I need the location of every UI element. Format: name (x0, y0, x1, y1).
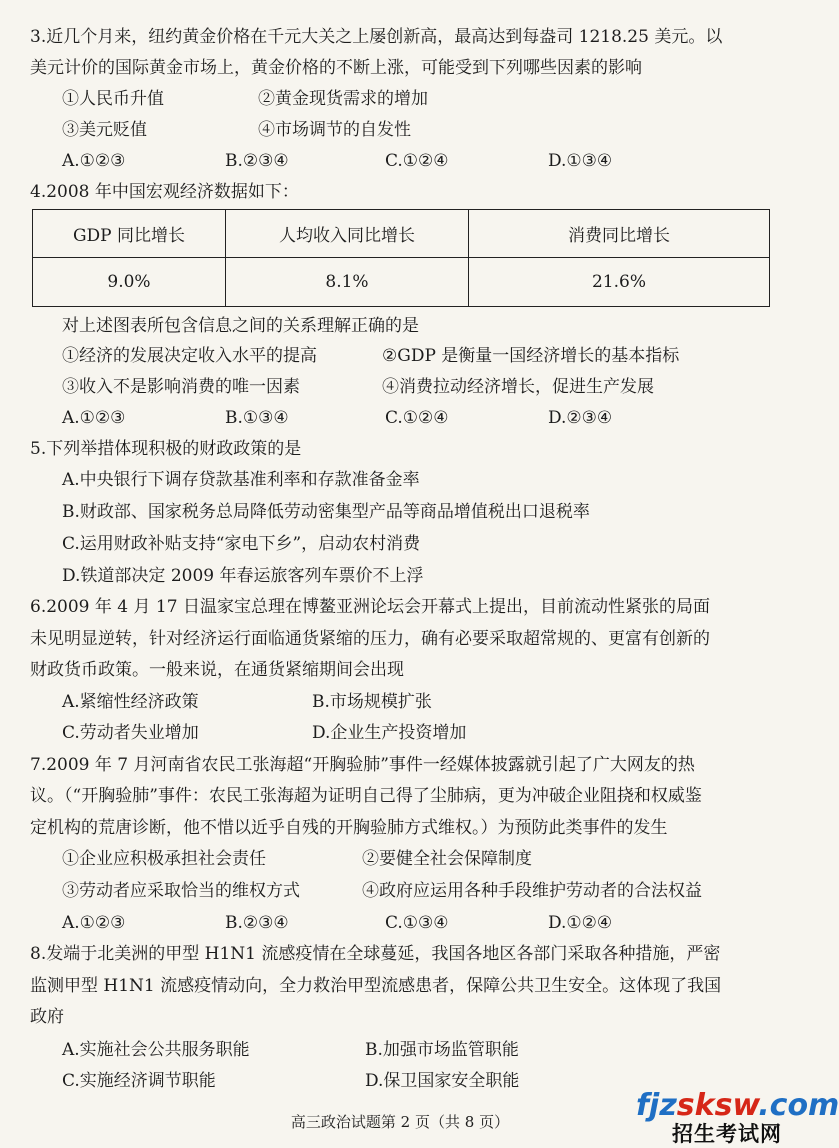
q4-choice-d: D.②③④ (548, 408, 613, 428)
q5-choice-a: A.中央银行下调存贷款基准利率和存款准备金率 (62, 470, 420, 490)
q3-item-3: ③美元贬值 (62, 120, 147, 140)
q5-choice-b: B.财政部、国家税务总局降低劳动密集型产品等商品增值税出口退税率 (62, 502, 590, 522)
q3-stem-line-1: 3.近几个月来，纽约黄金价格在千元大关之上屡创新高，最高达到每盎司 1218.25 美元。以 (30, 27, 723, 47)
q3-choice-b: B.②③④ (225, 151, 289, 171)
q8-choice-d: D.保卫国家安全职能 (365, 1071, 520, 1091)
q7-stem-line-1: 7.2009 年 7 月河南省农民工张海超“开胸验肺”事件一经媒体披露就引起了广大网友的热 (30, 755, 695, 775)
watermark-logo-part-a: fjz (636, 1088, 677, 1123)
q6-stem-line-2: 未见明显逆转，针对经济运行面临通货紧缩的压力，确有必要采取超常规的、更富有创新的 (30, 629, 710, 649)
q4-item-4: ④消费拉动经济增长，促进生产发展 (382, 377, 654, 397)
q7-item-1: ①企业应积极承担社会责任 (62, 849, 266, 869)
q4-data-table (32, 209, 770, 307)
q6-choice-a: A.紧缩性经济政策 (62, 692, 199, 712)
q5-stem-line-1: 5.下列举措体现积极的财政政策的是 (30, 439, 302, 459)
q8-stem-line-3: 政府 (30, 1007, 64, 1027)
watermark-logo-part-b: sksw (676, 1088, 759, 1123)
q6-choice-d: D.企业生产投资增加 (312, 723, 467, 743)
q4-stem-line-1: 4.2008 年中国宏观经济数据如下： (30, 182, 299, 202)
q3-item-4: ④市场调节的自发性 (258, 120, 411, 140)
q7-choice-b: B.②③④ (225, 913, 289, 933)
q5-choice-c: C.运用财政补贴支持“家电下乡”，启动农村消费 (62, 534, 421, 554)
q4-prompt: 对上述图表所包含信息之间的关系理解正确的是 (62, 316, 419, 336)
table-header-income: 人均收入同比增长 (226, 210, 469, 258)
watermark-subtitle: 招生考试网 (672, 1121, 782, 1146)
table-header-row (33, 210, 770, 258)
q8-stem-line-1: 8.发端于北美洲的甲型 H1N1 流感疫情在全球蔓延，我国各地区各部门采取各种措施，严密 (30, 944, 721, 964)
q3-item-1: ①人民币升值 (62, 89, 164, 109)
q7-choice-a: A.①②③ (62, 913, 126, 933)
q8-choice-a: A.实施社会公共服务职能 (62, 1040, 250, 1060)
q3-stem-line-2: 美元计价的国际黄金市场上，黄金价格的不断上涨，可能受到下列哪些因素的影响 (30, 58, 642, 78)
table-cell-income: 8.1% (226, 258, 469, 307)
q4-item-1: ①经济的发展决定收入水平的提高 (62, 346, 317, 366)
q8-choice-b: B.加强市场监管职能 (365, 1040, 519, 1060)
q7-choice-d: D.①②④ (548, 913, 613, 933)
q7-choice-c: C.①③④ (385, 913, 449, 933)
q6-choice-c: C.劳动者失业增加 (62, 723, 199, 743)
q6-stem-line-1: 6.2009 年 4 月 17 日温家宝总理在博鳌亚洲论坛会开幕式上提出，目前流动性紧张的局面 (30, 597, 710, 617)
q4-choice-b: B.①③④ (225, 408, 289, 428)
q8-choice-c: C.实施经济调节职能 (62, 1071, 216, 1091)
q3-choice-c: C.①②④ (385, 151, 449, 171)
q3-choice-d: D.①③④ (548, 151, 613, 171)
q8-stem-line-2: 监测甲型 H1N1 流感疫情动向，全力救治甲型流感患者，保障公共卫生安全。这体现了我国 (30, 976, 722, 996)
q7-item-3: ③劳动者应采取恰当的维权方式 (62, 881, 300, 901)
q4-item-3: ③收入不是影响消费的唯一因素 (62, 377, 300, 397)
q4-item-2: ②GDP 是衡量一国经济增长的基本指标 (382, 346, 680, 366)
q7-stem-line-3: 定机构的荒唐诊断，他不惜以近乎自残的开胸验肺方式维权。）为预防此类事件的发生 (30, 818, 668, 838)
q7-stem-line-2: 议。（“开胸验肺”事件：农民工张海超为证明自己得了尘肺病，更为冲破企业阻挠和权威鉴 (30, 786, 702, 806)
q7-item-4: ④政府应运用各种手段维护劳动者的合法权益 (362, 881, 702, 901)
table-header-consumption: 消费同比增长 (469, 210, 770, 258)
table-row (33, 258, 770, 307)
q4-choice-a: A.①②③ (62, 408, 126, 428)
table-header-gdp: GDP 同比增长 (33, 210, 226, 258)
q5-choice-d: D.铁道部决定 2009 年春运旅客列车票价不上浮 (62, 566, 424, 586)
q3-item-2: ②黄金现货需求的增加 (258, 89, 428, 109)
table-cell-consumption: 21.6% (469, 258, 770, 307)
q4-choice-c: C.①②④ (385, 408, 449, 428)
q6-stem-line-3: 财政货币政策。一般来说，在通货紧缩期间会出现 (30, 660, 404, 680)
watermark-logo-part-c: .com (758, 1088, 839, 1123)
q6-choice-b: B.市场规模扩张 (312, 692, 432, 712)
q3-choice-a: A.①②③ (62, 151, 126, 171)
q7-item-2: ②要健全社会保障制度 (362, 849, 532, 869)
table-cell-gdp: 9.0% (33, 258, 226, 307)
page-footer: 高三政治试题第 2 页（共 8 页） (290, 1113, 510, 1131)
